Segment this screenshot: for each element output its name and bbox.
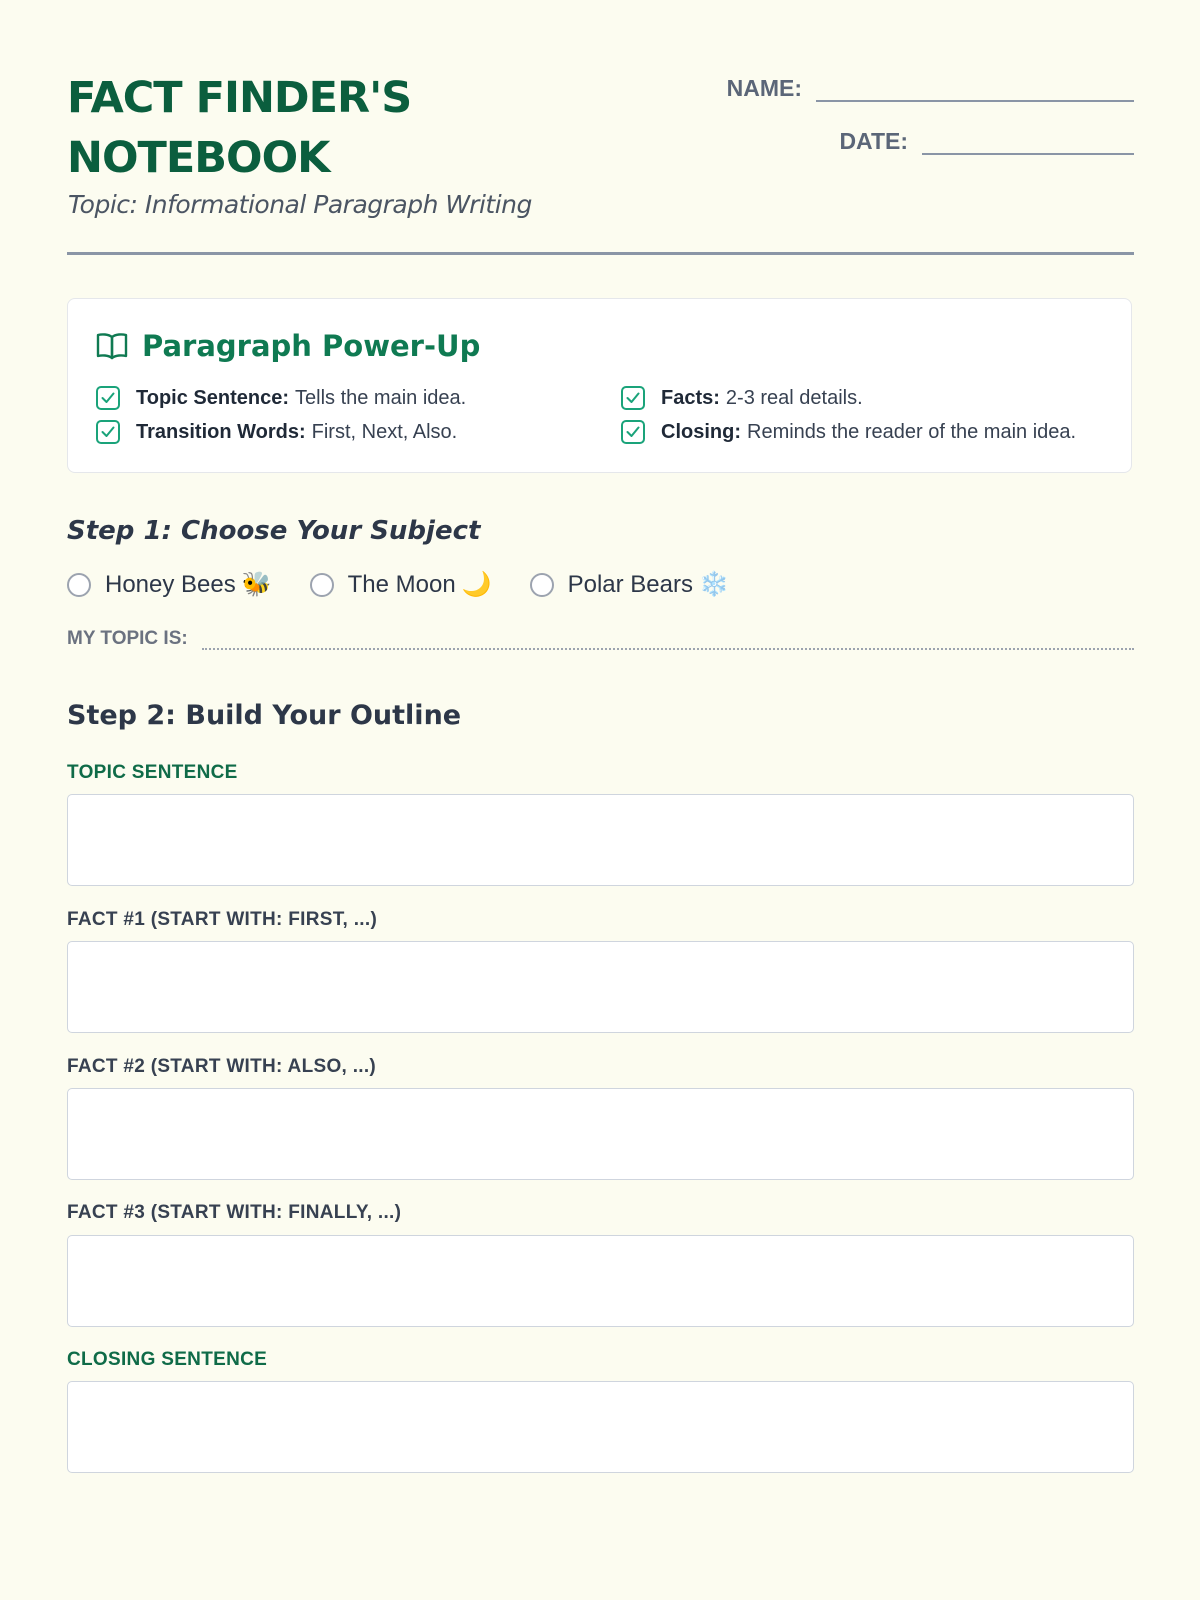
crescent-moon-icon: 🌙 [461,571,492,598]
fact-2-label: FACT #2 (START WITH: ALSO, ...) [67,1056,377,1077]
topic-sentence-label: TOPIC SENTENCE [67,762,238,783]
card-heading [96,329,480,363]
checkbox-checked-icon [621,386,645,410]
checkbox-checked-icon [96,420,120,444]
checklist-term: Facts: [661,386,720,409]
checklist-item-topic-sentence [96,385,621,411]
open-book-icon [96,331,128,361]
my-topic-row [67,628,1134,650]
option-label: Polar Bears [567,570,693,598]
paragraph-power-up-card [67,298,1132,473]
name-field-row [727,74,1134,102]
option-label: Honey Bees [105,570,236,598]
checklist-text: Tells the main idea. [295,386,467,409]
fact-1-box[interactable] [67,941,1134,1033]
radio-button[interactable] [530,573,554,597]
closing-sentence-box[interactable] [67,1381,1134,1473]
date-line[interactable] [922,127,1134,155]
checklist-term: Closing: [661,420,741,443]
checklist-item-transition-words [96,419,621,445]
checkbox-checked-icon [96,386,120,410]
worksheet-header [67,0,1134,256]
subject-option-honey-bees[interactable] [67,570,272,599]
fact-3-label: FACT #3 (START WITH: FINALLY, ...) [67,1202,402,1223]
card-title: Paragraph Power-Up [142,329,481,363]
subject-options [67,570,767,599]
checkbox-checked-icon [621,420,645,444]
option-label: The Moon [347,570,456,598]
step-1-heading: Step 1: Choose Your Subject [67,516,481,546]
checklist-text: First, Next, Also. [311,420,458,443]
name-line[interactable] [816,74,1134,102]
page-subtitle: Topic: Informational Paragraph Writing [68,190,532,219]
checklist-item-closing [621,419,1106,445]
topic-sentence-box[interactable] [67,794,1134,886]
checklist-term: Topic Sentence: [136,386,289,409]
checklist-item-facts [621,385,1106,411]
subject-option-the-moon[interactable] [310,570,492,599]
worksheet-page [67,0,1134,1370]
date-label: DATE: [839,128,908,154]
checklist-text: Reminds the reader of the main idea. [747,420,1077,443]
radio-button[interactable] [67,573,91,597]
name-label: NAME: [726,75,802,101]
checklist-term: Transition Words: [136,420,306,443]
bee-icon: 🐝 [241,571,272,598]
page-title: FACT FINDER'S NOTEBOOK [67,73,412,183]
my-topic-label: MY TOPIC IS: [67,628,188,649]
step-2-heading: Step 2: Build Your Outline [67,700,462,731]
checklist [96,385,1106,445]
fact-1-label: FACT #1 (START WITH: FIRST, ...) [67,909,378,930]
fact-3-box[interactable] [67,1235,1134,1327]
closing-sentence-label: CLOSING SENTENCE [67,1349,268,1370]
header-divider [67,252,1134,255]
my-topic-line[interactable] [202,628,1134,650]
subject-option-polar-bears[interactable] [530,570,729,599]
snowflake-icon: ❄️ [698,571,729,598]
radio-button[interactable] [310,573,334,597]
date-field-row [839,127,1134,155]
fact-2-box[interactable] [67,1088,1134,1180]
checklist-text: 2-3 real details. [725,386,863,409]
